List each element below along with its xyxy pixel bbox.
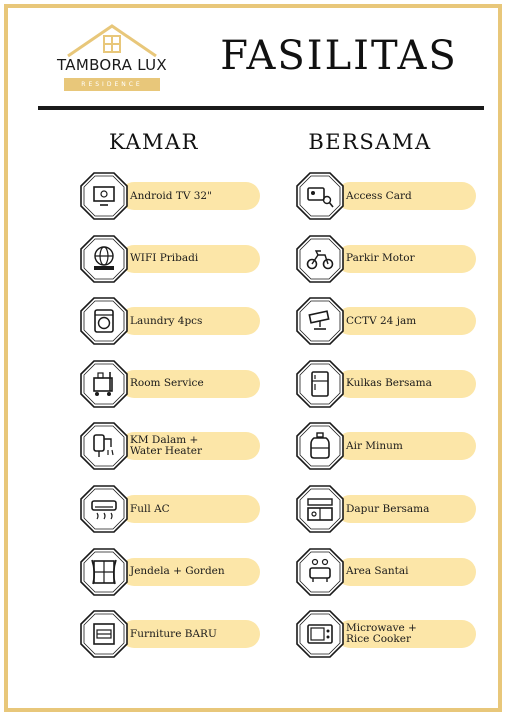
- facility-item: [80, 360, 270, 408]
- tv-icon: [80, 172, 128, 220]
- facility-item: [296, 422, 486, 470]
- facility-label: Android TV 32": [130, 189, 212, 202]
- facility-item: [296, 172, 486, 220]
- facility-item: [80, 422, 270, 470]
- facility-label: Kulkas Bersama: [346, 377, 432, 390]
- page-title: FASILITAS: [220, 33, 458, 79]
- facility-label: Access Card: [346, 189, 412, 202]
- facility-label: WIFI Pribadi: [130, 252, 199, 265]
- facility-item: [80, 172, 270, 220]
- facility-label: Parkir Motor: [346, 252, 415, 265]
- facility-item: [80, 485, 270, 533]
- refrigerator-icon: [296, 360, 344, 408]
- motorcycle-icon: [296, 235, 344, 283]
- facility-label: Microwave + Rice Cooker: [346, 622, 417, 646]
- washing-machine-icon: [80, 297, 128, 345]
- facility-item: [296, 610, 486, 658]
- facility-item: [296, 485, 486, 533]
- brand-tagline: RESIDENCE: [64, 78, 160, 91]
- brand-logo: [38, 22, 186, 98]
- poster-frame: [4, 4, 502, 712]
- wifi-globe-icon: [80, 235, 128, 283]
- facility-label: KM Dalam + Water Heater: [130, 434, 203, 458]
- column-heading-kamar: KAMAR: [109, 130, 199, 154]
- facility-item: [296, 297, 486, 345]
- facility-item: [296, 360, 486, 408]
- facility-label: Laundry 4pcs: [130, 314, 203, 327]
- cleaning-cart-icon: [80, 360, 128, 408]
- water-heater-icon: [80, 422, 128, 470]
- brand-name: TAMBORA LUX: [56, 56, 168, 74]
- facility-label: CCTV 24 jam: [346, 314, 417, 327]
- lounge-icon: [296, 548, 344, 596]
- facility-item: [80, 610, 270, 658]
- facility-item: [80, 235, 270, 283]
- facility-item: [80, 548, 270, 596]
- facility-label: Area Santai: [346, 565, 409, 578]
- access-card-icon: [296, 172, 344, 220]
- facility-label: Jendela + Gorden: [130, 565, 225, 578]
- title-divider: [38, 106, 484, 110]
- facility-item: [80, 297, 270, 345]
- kitchen-icon: [296, 485, 344, 533]
- facility-label: Furniture BARU: [130, 627, 217, 640]
- facility-item: [296, 235, 486, 283]
- cctv-icon: [296, 297, 344, 345]
- air-conditioner-icon: [80, 485, 128, 533]
- water-gallon-icon: [296, 422, 344, 470]
- window-curtain-icon: [80, 548, 128, 596]
- column-heading-bersama: BERSAMA: [308, 130, 432, 154]
- facility-item: [296, 548, 486, 596]
- microwave-icon: [296, 610, 344, 658]
- facility-label: Dapur Bersama: [346, 502, 430, 515]
- facility-label: Air Minum: [346, 439, 403, 452]
- bed-icon: [80, 610, 128, 658]
- facility-label: Room Service: [130, 377, 204, 390]
- facility-label: Full AC: [130, 502, 170, 515]
